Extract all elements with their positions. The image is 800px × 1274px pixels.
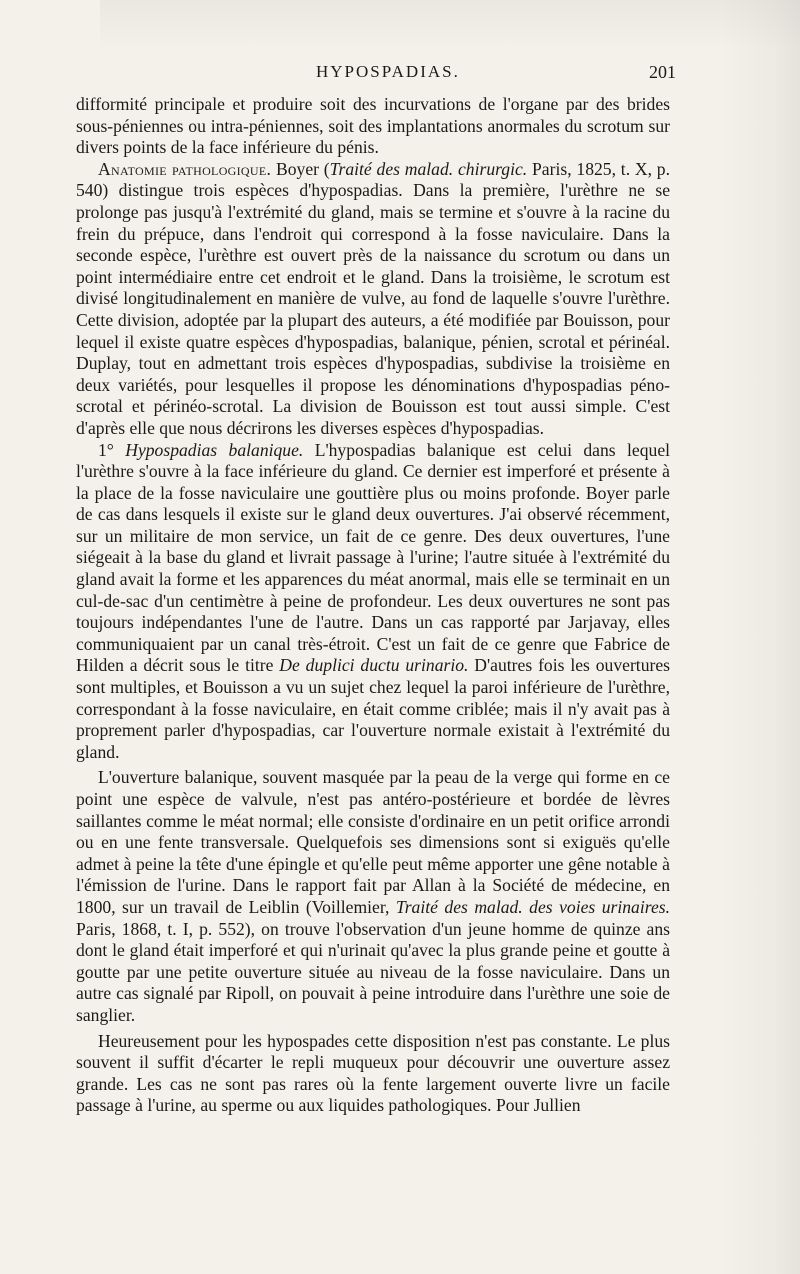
citation-voillemier: Traité des malad. des voies urinaires.: [395, 896, 670, 917]
section-number: 1°: [98, 439, 126, 460]
page-number: 201: [649, 62, 676, 82]
paragraph-4: [76, 767, 670, 1026]
citation-duplici: De duplici ductu urinario.: [279, 655, 469, 676]
section-heading-anatomie: Anatomie pathologique.: [98, 158, 272, 179]
citation-boyer: Traité des malad. chirurgic.: [329, 158, 528, 179]
top-edge-shadow: [100, 0, 800, 50]
paragraph-3-text-a: L'hypospadias balanique est celui dans lequel l'urèthre s'ouvre à la face inférieure du gland. Ce dernier est imperforé et présente à la place de la fosse naviculaire une gouttière plus ou moins profonde. Boyer parle de cas dans lesquels il existe sur le gland deux ouvertures. J'ai observé récemment, sur un militaire de mon service, un fait de ce genre. Des deux ouvertures, l'une siégeait à la base du gland et livrait passage à l'urine; l'autre située à l'extrémité du gland avait la forme et les apparences du méat anormal, mais elle se terminait en un cul-de-sac d'un centimètre à peine de profondeur. Les deux ouvertures ne sont pas toujours indépendantes l'une de l'autre. Dans un cas rapporté par Jarjavay, elles communiquaient par un canal très-étroit. C'est un fait de ce genre que Fabrice de Hilden a décrit sous le titre: [76, 439, 671, 676]
paragraph-2: [76, 159, 670, 440]
paragraph-5-text: Heureusement pour les hypospades cette disposition n'est pas constante. Le plus souvent il suffit d'écarter le repli muqueux pour découvrir une ouverture assez grande. Les cas ne sont pas rares où la fente largement ouverte livre un facile passage à l'urine, au sperme ou aux liquides pathologiques. Pour Jullien: [76, 1030, 670, 1116]
paragraph-1-text: difformité principale et produire soit des incurvations de l'organe par des brides sous-péniennes ou intra-péniennes, soit des implantations anormales du scrotum sur divers points de la face inférieure du pénis.: [76, 94, 670, 158]
paragraph-3: [76, 440, 670, 764]
paragraph-1: [76, 94, 670, 159]
paragraph-2-text-a: Boyer (: [271, 158, 330, 179]
paragraph-2-text-b: Paris, 1825, t. X, p. 540) distingue trois espèces d'hypospadias. Dans la première, l'urèthre ne se prolonge pas jusqu'à l'extrémité du gland, mais se termine et s'ouvre à la racine du frein du prépuce, dans l'endroit qui correspond à la fosse naviculaire. Dans la seconde espèce, l'urèthre est ouvert près de la naissance du scrotum ou dans un point intermédiaire entre cet endroit et le gland. Dans la troisième, le scrotum est divisé longitudinalement en manière de vulve, au fond de laquelle s'ouvre l'urèthre. Cette division, adoptée par la plupart des auteurs, a été modifiée par Bouisson, pour lequel il existe quatre espèces d'hypospadias, balanique, pénien, scrotal et périnéal. Duplay, tout en admettant trois espèces d'hypospadias, subdivise la troisième en deux variétés, pour lesquelles il propose les dénominations d'hypospadias péno-scrotal et périnéo-scrotal. La division de Bouisson est tout aussi simple. C'est d'après elle que nous décrirons les diverses espèces d'hypospadias.: [76, 158, 671, 438]
page-header: [76, 62, 676, 84]
paragraph-4-text-a: L'ouverture balanique, souvent masquée par la peau de la verge qui forme en ce point une espèce de valvule, n'est pas antéro-postérieure et bordée de lèvres saillantes comme le méat normal; elle consiste d'ordinaire en un petit orifice arrondi ou en une fente transversale. Quelquefois ses dimensions sont si exiguës qu'elle admet à peine la tête d'une épingle et qu'elle peut même apporter une gêne notable à l'émission de l'urine. Dans le rapport fait par Allan à la Société de médecine, en 1800, sur un travail de Leiblin (Voillemier,: [76, 767, 670, 917]
paragraph-4-text-b: Paris, 1868, t. I, p. 552), on trouve l'observation d'un jeune homme de quinze ans dont le gland était imperforé et qui n'urinait qu'avec la plus grande peine et goutte à goutte par une petite ouverture située au niveau de la fosse naviculaire. Dans un autre cas signalé par Ripoll, on pouvait à peine introduire dans l'urèthre une soie de sanglier.: [76, 918, 670, 1025]
right-edge-shadow: [720, 0, 800, 1274]
running-title: HYPOSPADIAS.: [316, 62, 460, 81]
section-heading-balanique: Hypospadias balanique.: [125, 439, 304, 460]
body-text: [76, 94, 670, 1117]
paragraph-5: [76, 1031, 670, 1117]
paragraph-3-text-b: D'autres fois les ouvertures sont multiples, et Bouisson a vu un sujet chez lequel la paroi inférieure de l'urèthre, correspondant à la fosse naviculaire, en était comme criblée; mais il n'y avait pas à proprement parler d'hypospadias, car l'ouverture normale existait à l'extrémité du gland.: [76, 655, 671, 762]
